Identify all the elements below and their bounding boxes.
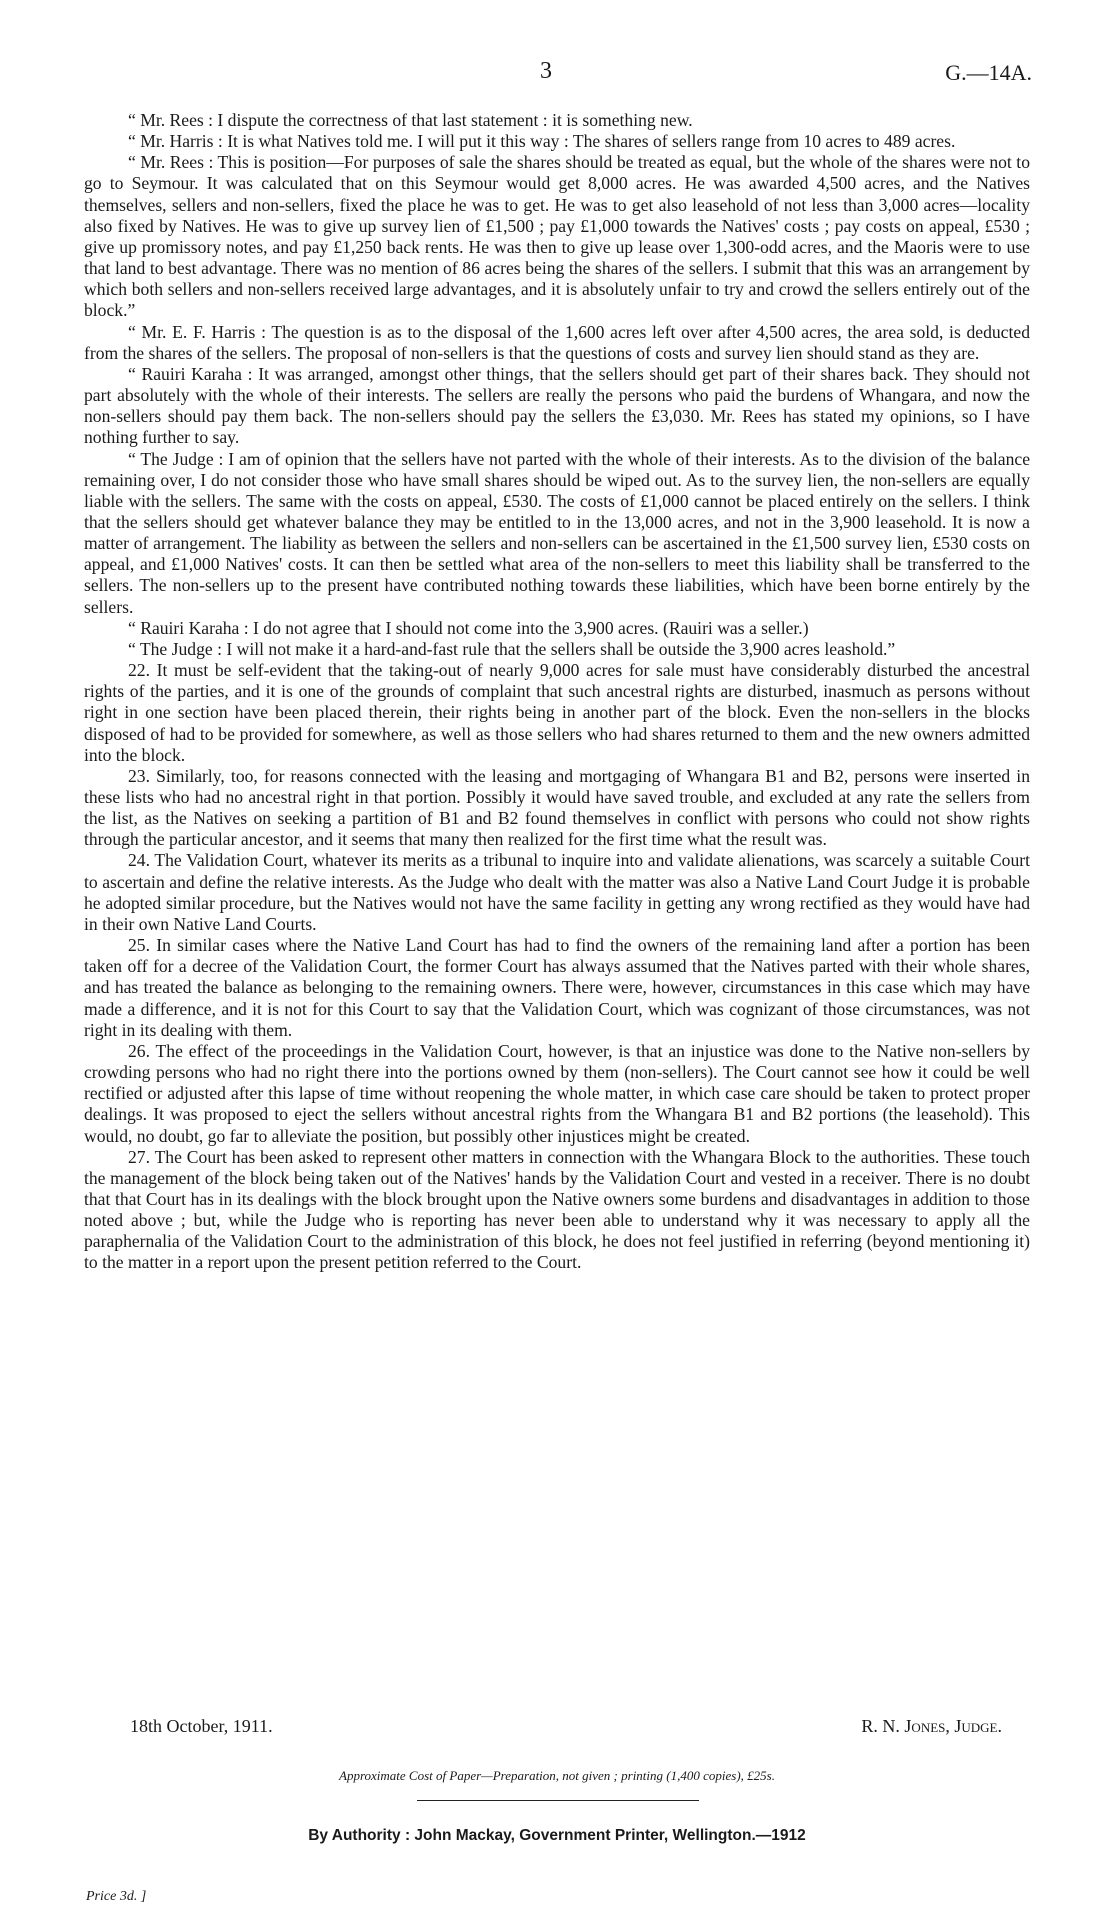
paragraph: 26. The effect of the proceedings in the Validation Court, however, is that an injustice was done to the Native non-sellers by crowding persons who had no right there into the portions owned by them (non-sellers). The Court cannot see how it could be well rectified or adjusted after this lapse of time without reopening the whole matter, in which case care should be taken to protect proper dealings. It was proposed to eject the sellers without ancestral rights from the Whangara B1 and B2 portions (the leasehold). This would, no doubt, go far to alleviate the position, but possibly other injustices might be created. [84, 1040, 1030, 1146]
paragraph: “ The Judge : I will not make it a hard-and-fast rule that the sellers shall be outside the 3,900 acres leashold.” [128, 638, 896, 659]
paragraph: “ Mr. Rees : I dispute the correctness of that last statement : it is something new. [128, 110, 693, 130]
paragraph: 23. Similarly, too, for reasons connected with the leasing and mortgaging of Whangara B1 and B2, persons were inserted in these lists who had no ancestral right in that portion. Possibly it would have saved trouble, and excluded at any rate the sellers from the list, as the Natives on seeking a partition of B1 and B2 found themselves in conflict with persons who could not show rights through the particular ancestor, and it seems that many then realized for the first time what the result was. [84, 765, 1030, 850]
page-number: 3 [540, 58, 553, 84]
paragraph: “ Mr. E. F. Harris : The question is as to the disposal of the 1,600 acres left over after 4,500 acres, the area sold, is deducted from the shares of the sellers. The proposal of non-sellers is that the questions of costs and survey lien should stand as they are. [84, 321, 1030, 363]
price-note: Price 3d. ] [86, 1889, 147, 1904]
cost-of-paper-note: Approximate Cost of Paper—Preparation, not given ; printing (1,400 copies), £25s. [339, 1768, 775, 1783]
paragraph: 25. In similar cases where the Native Land Court has had to find the owners of the remaining land after a portion has been taken off for a decree of the Validation Court, the former Court has always assumed that the Natives parted with their whole shares, and has treated the balance as belonging to the remaining owners. There were, however, circumstances in this case which may have made a difference, and it is not for this Court to say that the Validation Court, which was cognizant of those circumstances, was not right in its dealing with them. [84, 935, 1030, 1040]
paragraph: “ The Judge : I am of opinion that the sellers have not parted with the whole of their interests. As to the division of the balance remaining over, I do not consider those who have small shares should be wiped out. As to the survey lien, the non-sellers are equally liable with the sellers. The same with the costs on appeal, £530. The costs of £1,000 cannot be placed entirely on the sellers. I think that the sellers should get whatever balance they may be entitled to in the 13,000 acres, and not in the 3,900 leasehold. It is now a matter of arrangement. The liability as between the sellers and non-sellers can be ascertained in the £1,500 survey lien, £530 costs on appeal, and £1,000 Natives' costs. It can then be settled what area of the non-sellers to meet this liability shall be transferred to the sellers. The non-sellers up to the present have contributed nothing towards these liabilities, which have been borne entirely by the sellers. [84, 448, 1030, 617]
document-reference: G.—14A. [945, 60, 1032, 85]
paragraph: 27. The Court has been asked to represent other matters in connection with the Whangara Block to the authorities. These touch the management of the block being taken out of the Natives' hands by the Validation Court and vested in a receiver. There is no doubt that that Court has in its dealings with the block brought upon the Native owners some burdens and disadvantages in addition to those noted above ; but, while the Judge who is reporting has never been able to understand why it was necessary to apply all the paraphernalia of the Validation Court to the administration of this block, he does not feel justified in referring (beyond mentioning it) to the matter in a report upon the present petition referred to the Court. [84, 1146, 1030, 1273]
paragraph: “ Rauiri Karaha : It was arranged, amongst other things, that the sellers should get part of their shares back. They should not part absolutely with the whole of their interests. The sellers are really the persons who paid the burdens of Whangara, and now the non-sellers should pay them back. The non-sellers should pay the sellers the £3,030. Mr. Rees has stated my opinions, so I have nothing further to say. [84, 363, 1030, 448]
signature-judge: R. N. Jones, Judge. [861, 1716, 1002, 1736]
paragraph: 22. It must be self-evident that the taking-out of nearly 9,000 acres for sale must have considerably disturbed the ancestral rights of the parties, and it is one of the grounds of complaint that such ancestral rights are disturbed, inasmuch as persons without right in one section have been placed therein, their rights being in another part of the block. Even the non-sellers in the blocks disposed of had to be provided for somewhere, as well as those sellers who had shares returned to them and the new owners admitted into the block. [84, 660, 1030, 765]
paragraph: “ Mr. Rees : This is position—For purposes of sale the shares should be treated as equal, but the whole of the shares were not to go to Seymour. It was calculated that on this Seymour would get 8,000 acres. He was awarded 4,500 acres, and the Natives themselves, sellers and non-sellers, fixed the place he was to get. He was to get also leasehold of not less than 3,000 acres—locality also fixed by Natives. He was to give up survey lien of £1,500 ; pay £1,000 towards the Natives' costs ; pay costs on appeal, £530 ; give up promissory notes, and pay £1,250 back rents. He was then to give up lease over 1,300-odd acres, and the Maoris were to use that land to best advantage. There was no mention of 86 acres being the shares of the sellers. I submit that this was an arrangement by which both sellers and non-sellers received large advantages, and it is absolutely unfair to try and crowd the sellers entirely out of the block.” [84, 152, 1030, 321]
divider [417, 1800, 699, 1801]
document-body [84, 110, 1030, 1274]
paragraph: “ Rauiri Karaha : I do not agree that I should not come into the 3,900 acres. (Rauiri was a seller.) [128, 617, 809, 638]
printer-authority: By Authority : John Mackay, Government Printer, Wellington.—1912 [308, 1827, 806, 1844]
signature-date: 18th October, 1911. [130, 1716, 273, 1736]
paragraph: “ Mr. Harris : It is what Natives told me. I will put it this way : The shares of sellers range from 10 acres to 489 acres. [128, 131, 956, 152]
paragraph: 24. The Validation Court, whatever its merits as a tribunal to inquire into and validate alienations, was scarcely a suitable Court to ascertain and define the relative interests. As the Judge who dealt with the matter was also a Native Land Court Judge it is probable he adopted similar procedure, but the Natives would not have the same facility in getting any wrong rectified as they would have had in their own Native Land Courts. [84, 850, 1030, 934]
